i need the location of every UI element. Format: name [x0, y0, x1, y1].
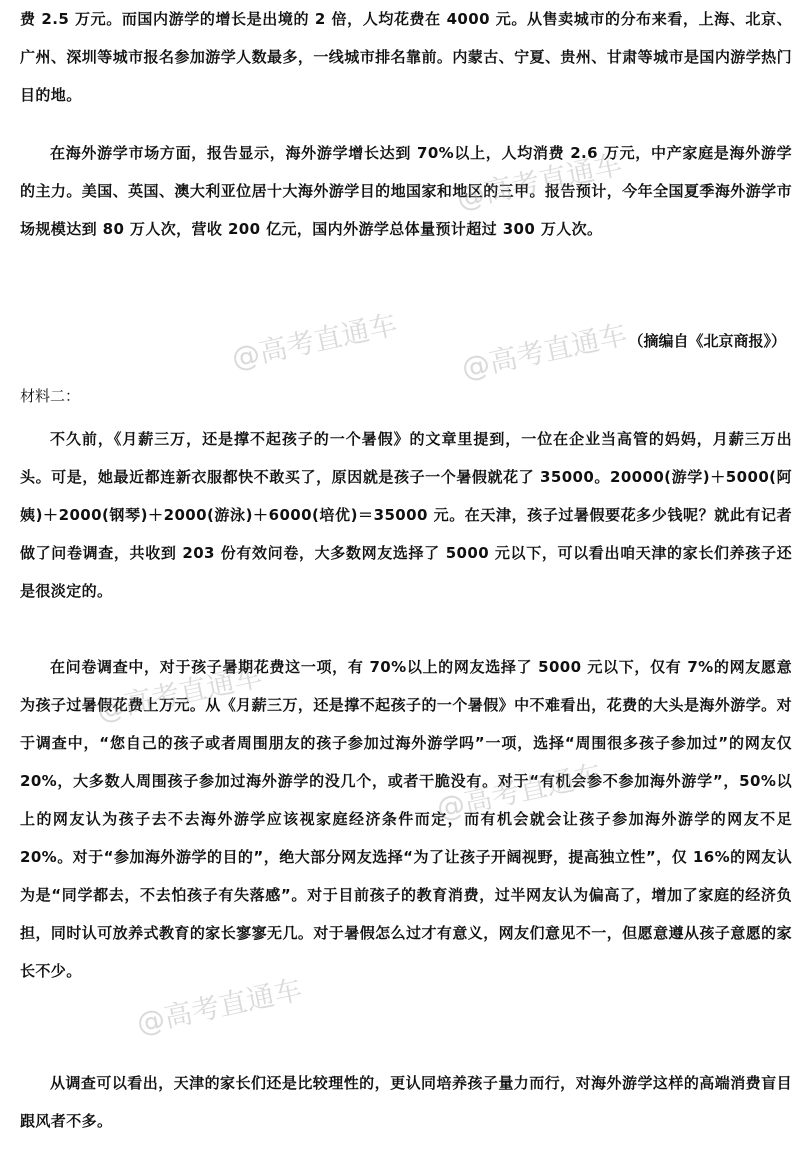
watermark-text: @高考直通车 — [458, 317, 630, 386]
paragraph-summer-cost-article: 不久前，《月薪三万，还是撑不起孩子的一个暑假》的文章里提到，一位在企业当高管的妈妈，月薪三万出头。可是，她最近都连新衣服都快不敢买了，原因就是孩子一个暑假就花了 35000。20000(游学)＋5000(阿姨)＋2000(钢琴)＋2000(游泳)＋6000(培优)＝35000 元。在天津，孩子过暑假要花多少钱呢？就此有记者做了问卷调查，共收到 203 份有效问卷，大多数网友选择了 5000 元以下，可以看出咱天津的家长们养孩子还是很淡定的。 — [20, 430, 792, 600]
source-citation: （摘编自《北京商报》） — [628, 332, 786, 350]
section-heading-material-two: 材料二： — [20, 387, 81, 405]
paragraph-overseas-study-market: 在海外游学市场方面，报告显示，海外游学增长达到 70%以上，人均消费 2.6 万元，中产家庭是海外游学的主力。美国、英国、澳大利亚位居十大海外游学目的地国家和地区的三甲。报告预计，今年全国夏季海外游学市场规模达到 80 万人次，营收 200 亿元，国内外游学总体量预计超过 300 万人次。 — [20, 144, 792, 238]
watermark-text: @高考直通车 — [433, 757, 605, 826]
watermark-text: @高考直通车 — [93, 659, 265, 728]
watermark-text: @高考直通车 — [453, 147, 625, 216]
watermark-text: @高考直通车 — [133, 972, 305, 1041]
paragraph-conclusion: 从调查可以看出，天津的家长们还是比较理性的，更认同培养孩子量力而行，对海外游学这样的高端消费盲目跟风者不多。 — [20, 1074, 792, 1130]
watermark-text: @高考直通车 — [228, 307, 400, 376]
paragraph-survey-results: 在问卷调查中，对于孩子暑期花费这一项，有 70%以上的网友选择了 5000 元以下，仅有 7%的网友愿意为孩子过暑假花费上万元。从《月薪三万，还是撑不起孩子的一个暑假》中不难看出，花费的大头是海外游学。对于调查中，“您自己的孩子或者周围朋友的孩子参加过海外游学吗”一项，选择“周围很多孩子参加过”的网友仅 20%，大多数人周围孩子参加过海外游学的没几个，或者干脆没有。对于“有机会参不参加海外游学”，50%以上的网友认为孩子去不去海外游学应该视家庭经济条件而定，而有机会就会让孩子参加海外游学的网友不足 20%。对于“参加海外游学的目的”，绝大部分网友选择“为了让孩子开阔视野，提高独立性”，仅 16%的网友认为是“同学都去，不去怕孩子有失落感”。对于目前孩子的教育消费，过半网友认为偏高了，增加了家庭的经济负担，同时认可放养式教育的家长寥寥无几。对于暑假怎么过才有意义，网友们意见不一，但愿意遵从孩子意愿的家长不少。 — [20, 658, 792, 980]
paragraph-domestic-study-tour: 费 2.5 万元。而国内游学的增长是出境的 2 倍，人均花费在 4000 元。从售卖城市的分布来看，上海、北京、广州、深圳等城市报名参加游学人数最多，一线城市排名靠前。内蒙古、宁夏、贵州、甘肃等城市是国内游学热门目的地。 — [20, 10, 792, 104]
